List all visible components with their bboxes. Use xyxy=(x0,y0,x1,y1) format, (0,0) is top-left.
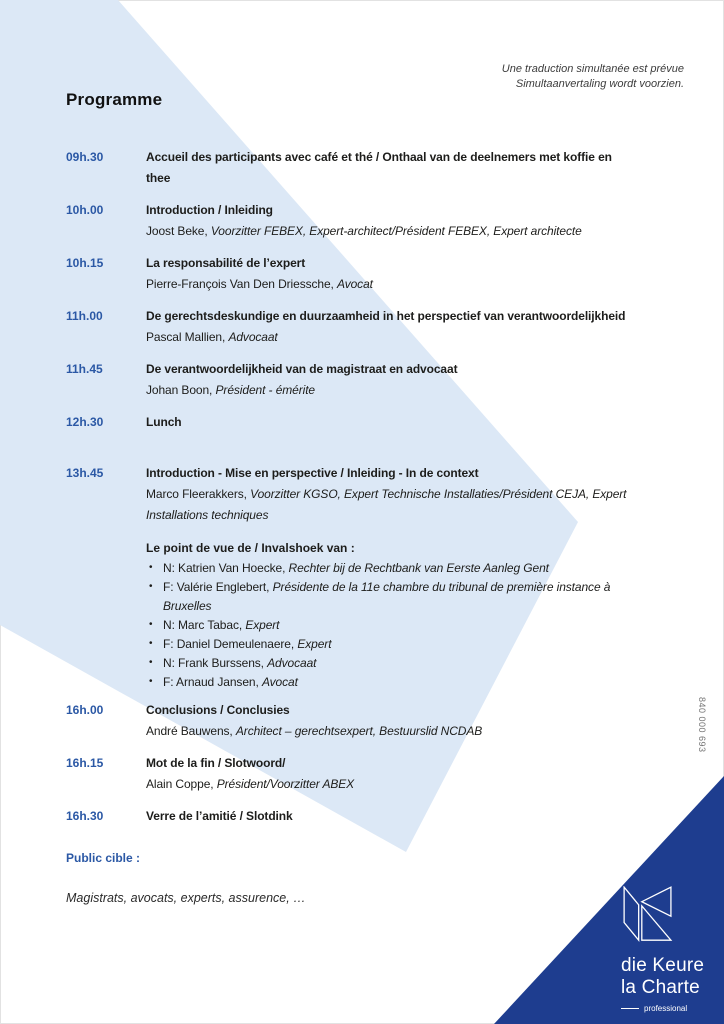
speaker-bullet: • F: Valérie Englebert, Présidente de la 11e chambre du tribunal de première instance à Bruxelles xyxy=(146,578,686,616)
schedule-time: 16h.00 xyxy=(66,703,104,717)
document-code: 840 000 693 xyxy=(697,697,707,753)
session-speaker: Marco Fleerakkers, Voorzitter KGSO, Expert Technische Installaties/Président CEJA, Expert xyxy=(146,487,627,501)
logo-name-line2: la Charte xyxy=(621,977,700,998)
schedule-row xyxy=(66,253,686,295)
session-speaker: Joost Beke, Voorzitter FEBEX, Expert-architect/Président FEBEX, Expert architecte xyxy=(146,224,582,238)
session-title: Introduction - Mise en perspective / Inleiding - In de context xyxy=(146,466,479,480)
viewpoints-subheading: Le point de vue de / Invalshoek van : xyxy=(146,541,355,555)
session-title: De gerechtsdeskundige en duurzaamheid in het perspectief van verantwoordelijkheid xyxy=(146,309,626,323)
speaker-bullet: • F: Arnaud Jansen, Avocat xyxy=(146,673,686,692)
viewpoints-list xyxy=(146,559,686,692)
speaker-bullet: • N: Katrien Van Hoecke, Rechter bij de Rechtbank van Eerste Aanleg Gent xyxy=(146,559,686,578)
speaker-bullet: • F: Daniel Demeulenaere, Expert xyxy=(146,635,686,654)
bullet-icon: • xyxy=(149,638,153,649)
session-speaker: Pascal Mallien, Advocaat xyxy=(146,330,278,344)
schedule-time: 12h.30 xyxy=(66,415,104,429)
schedule-time: 16h.15 xyxy=(66,756,104,770)
session-speaker: Johan Boon, Président - émérite xyxy=(146,383,316,397)
schedule-time: 10h.00 xyxy=(66,203,104,217)
schedule-time: 10h.15 xyxy=(66,256,104,270)
publisher-logo xyxy=(621,886,704,1013)
translation-note xyxy=(502,62,684,92)
schedule xyxy=(66,147,686,838)
session-speaker: André Bauwens, Architect – gerechtsexpert, Bestuurslid NCDAB xyxy=(146,724,483,738)
audience-text: Magistrats, avocats, experts, assurence, … xyxy=(66,891,306,905)
session-title: La responsabilité de l’expert xyxy=(146,256,306,270)
schedule-row-lunch xyxy=(66,412,686,433)
logo-name-line1: die Keure xyxy=(621,955,705,976)
session-title: Mot de la fin / Slotwoord/ xyxy=(146,756,286,770)
translation-note-line2: Simultaanvertaling wordt voorzien. xyxy=(515,78,684,90)
session-title: Conclusions / Conclusies xyxy=(146,703,290,717)
speaker-bullet: • N: Frank Burssens, Advocaat xyxy=(146,654,686,673)
logo-tagline xyxy=(621,1004,704,1013)
speaker-bullet: • N: Marc Tabac, Expert xyxy=(146,616,686,635)
schedule-row xyxy=(66,359,686,401)
session-title: Lunch xyxy=(146,415,182,429)
audience-label: Public cible : xyxy=(66,851,141,865)
session-title: Introduction / Inleiding xyxy=(146,203,273,217)
bullet-icon: • xyxy=(149,676,153,687)
bullet-wrap-line: Bruxelles xyxy=(163,599,212,613)
tagline-rule xyxy=(621,1008,639,1009)
bullet-icon: • xyxy=(149,657,153,668)
session-speaker: Pierre-François Van Den Driessche, Avocat xyxy=(146,277,373,291)
schedule-time: 13h.45 xyxy=(66,466,104,480)
translation-note-line1: Une traduction simultanée est prévue xyxy=(501,63,684,75)
schedule-row xyxy=(66,753,686,795)
schedule-row xyxy=(66,700,686,742)
page-title: Programme xyxy=(66,90,163,109)
session-speaker: Alain Coppe, Président/Voorzitter ABEX xyxy=(146,777,355,791)
schedule-row xyxy=(66,147,686,189)
schedule-time: 11h.00 xyxy=(66,309,103,323)
session-title: De verantwoordelijkheid van de magistraat en advocaat xyxy=(146,362,458,376)
tagline-text: professional xyxy=(644,1004,688,1013)
session-title: Accueil des participants avec café et thé / Onthaal van de deelnemers met koffie en xyxy=(146,150,612,164)
logo-wordmark xyxy=(621,955,704,999)
bullet-icon: • xyxy=(149,619,153,630)
die-keure-logo-mark xyxy=(621,886,673,946)
bullet-icon: • xyxy=(149,562,153,573)
session-title-line2: thee xyxy=(146,171,171,185)
schedule-row xyxy=(66,463,686,692)
schedule-time: 16h.30 xyxy=(66,809,104,823)
schedule-time: 09h.30 xyxy=(66,150,104,164)
session-title: Verre de l’amitié / Slotdink xyxy=(146,809,293,823)
session-speaker-line2: Installations techniques xyxy=(146,508,269,522)
schedule-row xyxy=(66,806,686,827)
schedule-row xyxy=(66,200,686,242)
schedule-row xyxy=(66,306,686,348)
bullet-icon: • xyxy=(149,581,153,592)
schedule-time: 11h.45 xyxy=(66,362,103,376)
